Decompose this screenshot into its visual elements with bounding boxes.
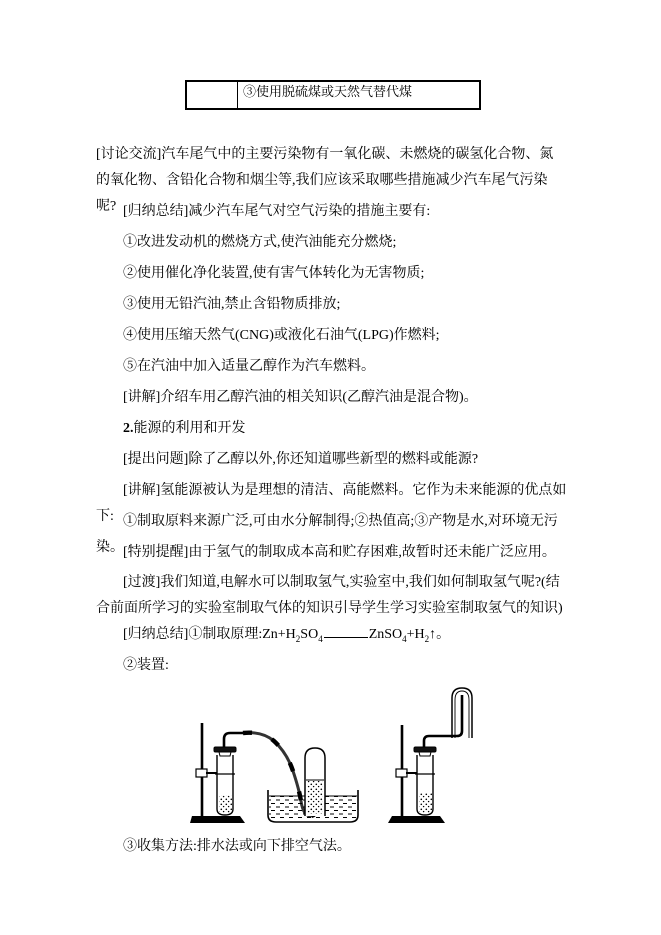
equation-prefix: [归纳总结]①制取原理: bbox=[123, 627, 263, 642]
clamp-block bbox=[396, 769, 407, 777]
table-cell-empty bbox=[187, 82, 238, 108]
equation-rhs: $ZnSO_4+H_2↑$。 bbox=[368, 627, 451, 644]
paragraph-equation bbox=[96, 622, 567, 648]
clamp-block bbox=[196, 769, 207, 777]
delivery-tube-glass bbox=[424, 695, 462, 747]
reaction-line-icon bbox=[324, 628, 368, 638]
paragraph-summary: [归纳总结]减少汽车尾气对空气污染的措施主要有: bbox=[123, 204, 431, 219]
stand-base bbox=[190, 816, 245, 823]
stopper-neck bbox=[419, 752, 431, 756]
paragraph-question: [提出问题]除了乙醇以外,你还知道哪些新型的燃料或能源? bbox=[123, 452, 479, 467]
paragraph-measure-4: ④使用压缩天然气(CNG)或液化石油气(LPG)作燃料; bbox=[123, 328, 440, 343]
collected-water bbox=[307, 781, 323, 814]
paragraph-discussion: [讨论交流]汽车尾气中的主要污染物有一氧化碳、未燃烧的碳氢化合物、氮的氧化物、含铅化合物和烟尘等,我们应该采取哪些措施减少汽车尾气污染呢? bbox=[96, 147, 554, 214]
paragraph-measure-5: ⑤在汽油中加入适量乙醇作为汽车燃料。 bbox=[123, 359, 375, 374]
paragraph-lecture-ethanol: [讲解]介绍车用乙醇汽油的相关知识(乙醇汽油是混合物)。 bbox=[123, 390, 478, 405]
apparatus-diagrams bbox=[190, 683, 500, 828]
rubber-stopper bbox=[214, 747, 236, 752]
caption-device: ②装置: bbox=[123, 658, 169, 673]
water-displacement-setup bbox=[190, 723, 358, 823]
zinc-granules bbox=[419, 793, 432, 813]
rubber-stopper bbox=[414, 747, 436, 752]
zinc-granules bbox=[219, 795, 232, 813]
downward-air-displacement-setup bbox=[388, 688, 472, 823]
section-heading bbox=[96, 416, 567, 442]
stand-base bbox=[388, 816, 445, 823]
paragraph-measure-3: ③使用无铅汽油,禁止含铅物质排放; bbox=[123, 297, 341, 312]
paragraph-transition: [过渡]我们知道,电解水可以制取氢气,实验室中,我们如何制取氢气呢?(结合前面所学习的实验室制取气体的知识引导学生学习实验室制取氢气的知识) bbox=[96, 575, 563, 616]
table-cell-text: ③使用脱硫煤或天然气替代煤 bbox=[243, 84, 413, 99]
delivery-tube-glass bbox=[224, 733, 243, 747]
table-fragment bbox=[185, 80, 481, 110]
caption-collection-method: ③收集方法:排水法或向下排空气法。 bbox=[123, 839, 351, 854]
paragraph-measure-1: ①改进发动机的燃烧方式,使汽油能充分燃烧; bbox=[123, 235, 397, 250]
paragraph-lecture-hydrogen: [讲解]氢能源被认为是理想的清洁、高能燃料。它作为未来能源的优点如下: bbox=[96, 483, 567, 524]
paragraph-special-note: [特别提醒]由于氢气的制取成本高和贮存困难,故暂时还未能广泛应用。 bbox=[123, 545, 556, 560]
equation-lhs: $Zn+H_2SO_4$ bbox=[262, 627, 323, 644]
gas-arrow: ↑。 bbox=[429, 627, 451, 642]
section-title: 能源的利用和开发 bbox=[133, 421, 246, 436]
section-number: 2. bbox=[123, 421, 134, 436]
paragraph-hydrogen-advantages: ①制取原料来源广泛,可由水分解制得;②热值高;③产物是水,对环境无污染。 bbox=[96, 514, 558, 555]
paragraph-measure-2: ②使用催化净化装置,使有害气体转化为无害物质; bbox=[123, 266, 425, 281]
stopper-neck bbox=[219, 752, 231, 756]
